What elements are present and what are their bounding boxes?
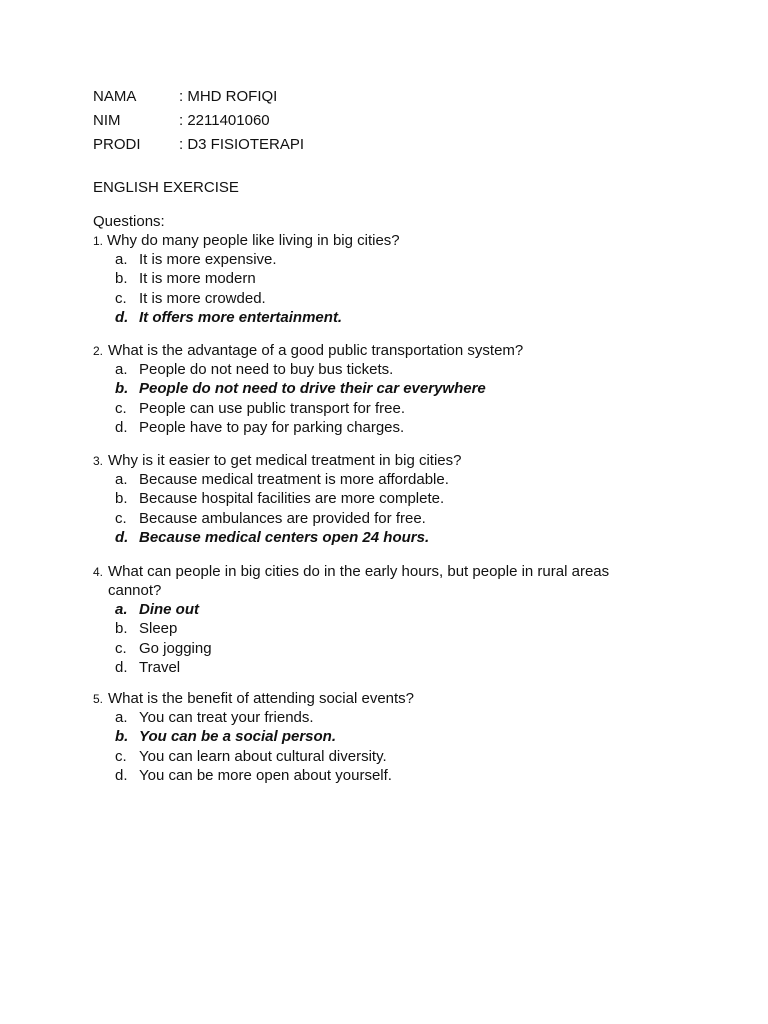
nim-label: NIM: [93, 112, 121, 129]
option-item: [93, 708, 653, 727]
question-text: What is the advantage of a good public transportation system?: [108, 342, 524, 359]
option-text: It offers more entertainment.: [139, 308, 343, 326]
prodi-label: PRODI: [93, 136, 141, 153]
option-text: Because ambulances are provided for free.: [139, 509, 426, 527]
option-text: People do not need to buy bus tickets.: [139, 361, 394, 378]
option-letter: d.: [115, 308, 129, 326]
header-row-nama: [93, 87, 693, 107]
question-4: [93, 562, 653, 677]
option-text: Sleep: [139, 620, 178, 638]
option-letter: c.: [115, 639, 127, 657]
option-item-answer: [93, 600, 653, 619]
option-letter: c.: [115, 289, 127, 307]
question-text: Why do many people like living in big cities?: [107, 232, 400, 249]
option-item: [93, 639, 653, 658]
header-row-prodi: [93, 135, 693, 155]
option-text: Because medical treatment is more affordable.: [139, 471, 449, 488]
question-number: 4.: [93, 565, 104, 579]
option-letter: a.: [115, 361, 128, 378]
option-item: [93, 399, 653, 418]
option-letter: c.: [115, 399, 127, 417]
question-text: What can people in big cities do in the early hours, but people in rural areas cannot?: [108, 563, 610, 599]
option-item: [93, 418, 653, 437]
option-letter: a.: [115, 471, 128, 488]
option-item-answer: [93, 308, 653, 327]
option-text: You can treat your friends.: [139, 709, 314, 726]
option-letter: b.: [115, 490, 128, 508]
option-text: It is more expensive.: [139, 251, 277, 268]
option-text: It is more crowded.: [139, 289, 266, 307]
nama-value: : MHD ROFIQI: [179, 88, 278, 105]
question-line: [93, 231, 653, 250]
option-letter: a.: [115, 601, 128, 618]
question-number: 5.: [93, 692, 104, 706]
question-number: 2.: [93, 344, 104, 358]
question-number: 1.: [93, 234, 104, 248]
option-text: Go jogging: [139, 639, 212, 657]
option-item-answer: [93, 379, 653, 398]
option-list: [93, 360, 653, 437]
option-text: Dine out: [139, 601, 199, 618]
option-letter: b.: [115, 728, 129, 746]
option-list: [93, 708, 653, 785]
option-letter: d.: [115, 418, 128, 436]
nama-label: NAMA: [93, 88, 137, 105]
option-text: You can be a social person.: [139, 728, 337, 746]
option-text: People do not need to drive their car everywhere: [139, 380, 486, 398]
question-5: [93, 689, 653, 785]
question-2: [93, 341, 653, 437]
option-letter: b.: [115, 620, 128, 638]
question-text: What is the benefit of attending social events?: [108, 690, 415, 707]
option-item: [93, 509, 653, 528]
option-text: Because hospital facilities are more complete.: [139, 490, 445, 508]
page-title: ENGLISH EXERCISE: [93, 179, 239, 196]
option-item: [93, 489, 653, 508]
option-item-answer: [93, 727, 653, 746]
option-text: It is more modern: [139, 270, 256, 288]
option-item: [93, 766, 653, 785]
question-line: [93, 341, 653, 360]
option-list: [93, 250, 653, 327]
option-item: [93, 250, 653, 269]
option-list: [93, 470, 653, 547]
option-item: [93, 360, 653, 379]
option-text: You can be more open about yourself.: [139, 766, 392, 784]
question-1: [93, 231, 653, 327]
question-text: Why is it easier to get medical treatment in big cities?: [108, 452, 462, 469]
option-letter: d.: [115, 658, 128, 676]
option-item: [93, 658, 653, 677]
option-item-answer: [93, 528, 653, 547]
option-letter: a.: [115, 251, 128, 268]
option-item: [93, 269, 653, 288]
option-letter: b.: [115, 270, 128, 288]
option-item: [93, 289, 653, 308]
option-letter: c.: [115, 747, 127, 765]
option-letter: b.: [115, 380, 129, 398]
nim-value: : 2211401060: [179, 112, 270, 129]
option-text: You can learn about cultural diversity.: [139, 747, 387, 765]
question-line: [93, 451, 653, 470]
question-line: [93, 562, 653, 600]
option-item: [93, 619, 653, 638]
option-item: [93, 470, 653, 489]
option-letter: a.: [115, 709, 128, 726]
question-line: [93, 689, 653, 708]
option-text: Travel: [139, 658, 181, 676]
prodi-value: : D3 FISIOTERAPI: [179, 136, 305, 153]
option-letter: c.: [115, 509, 127, 527]
question-number: 3.: [93, 454, 104, 468]
option-text: Because medical centers open 24 hours.: [139, 528, 430, 546]
questions-heading: Questions:: [93, 213, 165, 230]
header-row-nim: [93, 111, 693, 131]
option-letter: d.: [115, 528, 129, 546]
question-3: [93, 451, 653, 547]
option-letter: d.: [115, 766, 128, 784]
option-text: People can use public transport for free.: [139, 399, 405, 417]
option-list: [93, 600, 653, 677]
option-item: [93, 747, 653, 766]
option-text: People have to pay for parking charges.: [139, 418, 405, 436]
